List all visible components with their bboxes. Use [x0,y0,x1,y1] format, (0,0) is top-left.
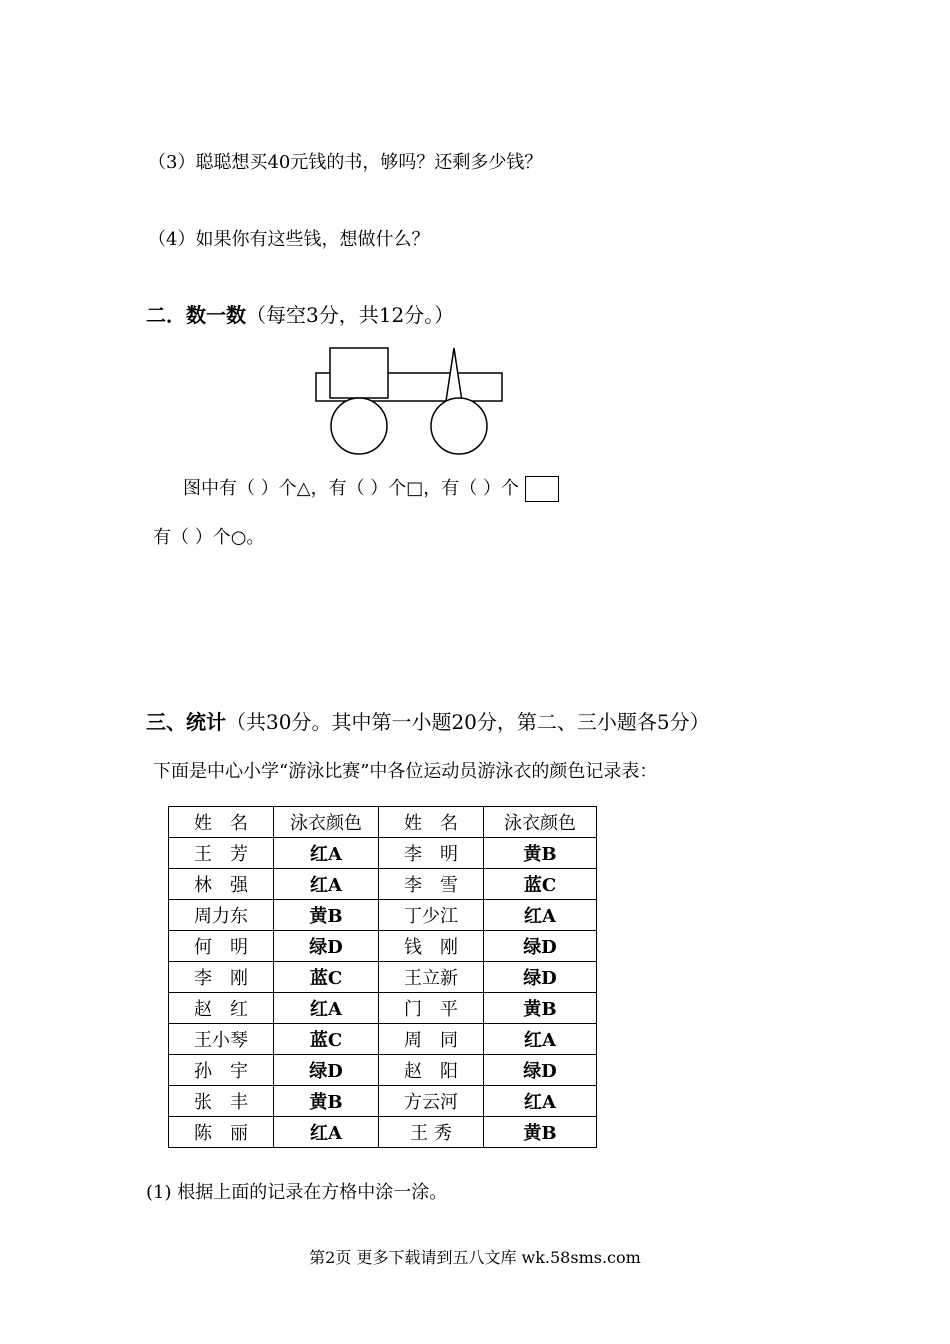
athlete-name: 林 强 [169,869,274,900]
athlete-name: 王小琴 [169,1024,274,1055]
athlete-name: 门 平 [379,993,484,1024]
section-2-points: （每空3分，共12分。） [246,303,455,327]
swimsuit-color: 红A [484,1024,597,1055]
athlete-name: 王 芳 [169,838,274,869]
athlete-name: 赵 红 [169,993,274,1024]
athlete-name: 孙 宇 [169,1055,274,1086]
section-2-heading [146,299,454,328]
truck-wheel-left [331,398,387,454]
swimsuit-color: 红A [274,1117,379,1148]
athlete-name: 周 同 [379,1024,484,1055]
swimsuit-color: 黄B [484,993,597,1024]
athlete-name: 张 丰 [169,1086,274,1117]
count-line-1-text: 图中有（ ）个△，有（ ）个□，有（ ）个 [183,478,520,499]
table-row [169,962,597,993]
table-row [169,838,597,869]
header-name-1: 姓 名 [169,807,274,838]
section-3-points: （共30分。其中第一小题20分，第二、三小题各5分） [226,710,710,734]
swimsuit-color: 红A [274,838,379,869]
athlete-name: 钱 刚 [379,931,484,962]
section-3-heading [146,706,710,735]
athlete-name: 李 刚 [169,962,274,993]
rectangle-icon [525,476,559,502]
swimsuit-color: 绿D [484,962,597,993]
table-intro: 下面是中心小学“游泳比赛”中各位运动员游泳衣的颜色记录表： [153,761,658,782]
athlete-name: 王 秀 [379,1117,484,1148]
athlete-name: 赵 阳 [379,1055,484,1086]
athlete-name: 李 雪 [379,869,484,900]
swimsuit-color: 黄B [274,1086,379,1117]
question-3: （3）聪聪想买40元钱的书，够吗？还剩多少钱？ [148,152,543,173]
swimsuit-color: 蓝C [274,962,379,993]
page-footer: 第2页 更多下载请到五八文库 wk.58sms.com [309,1248,641,1267]
swimsuit-color: 绿D [484,1055,597,1086]
table-row [169,900,597,931]
swimsuit-color: 红A [274,869,379,900]
table-row [169,1117,597,1148]
section-3-title: 三、统计 [146,710,226,734]
truck-cabin-square [330,348,388,398]
header-name-2: 姓 名 [379,807,484,838]
swimsuit-color: 红A [484,900,597,931]
table-row [169,869,597,900]
header-color-2: 泳衣颜色 [484,807,597,838]
athlete-name: 周力东 [169,900,274,931]
question-4: （4）如果你有这些钱，想做什么？ [148,229,430,250]
athlete-name: 陈 丽 [169,1117,274,1148]
table-header-row [169,807,597,838]
athlete-name: 丁少江 [379,900,484,931]
truck-wheel-right [431,398,487,454]
swimsuit-color: 黄B [484,838,597,869]
athlete-name: 王立新 [379,962,484,993]
table-row [169,1024,597,1055]
table-row [169,993,597,1024]
swimsuit-color: 蓝C [484,869,597,900]
athlete-name: 方云河 [379,1086,484,1117]
swimsuit-color: 绿D [484,931,597,962]
count-line-1 [183,474,559,502]
swimsuit-color: 红A [274,993,379,1024]
swimsuit-color: 红A [484,1086,597,1117]
athlete-name: 李 明 [379,838,484,869]
swimsuit-color: 黄B [484,1117,597,1148]
table-row [169,1086,597,1117]
truck-triangle [446,348,462,401]
sub-question-1: (1) 根据上面的记录在方格中涂一涂。 [146,1182,448,1203]
swimsuit-color: 蓝C [274,1024,379,1055]
truck-figure [300,340,520,460]
swimsuit-color-table [168,806,597,1148]
section-2-title: 二．数一数 [146,303,246,327]
table-row [169,931,597,962]
swimsuit-color: 绿D [274,931,379,962]
swimsuit-color: 黄B [274,900,379,931]
table-row [169,1055,597,1086]
athlete-name: 何 明 [169,931,274,962]
swimsuit-color: 绿D [274,1055,379,1086]
count-line-2: 有（ ）个○。 [153,527,265,548]
header-color-1: 泳衣颜色 [274,807,379,838]
